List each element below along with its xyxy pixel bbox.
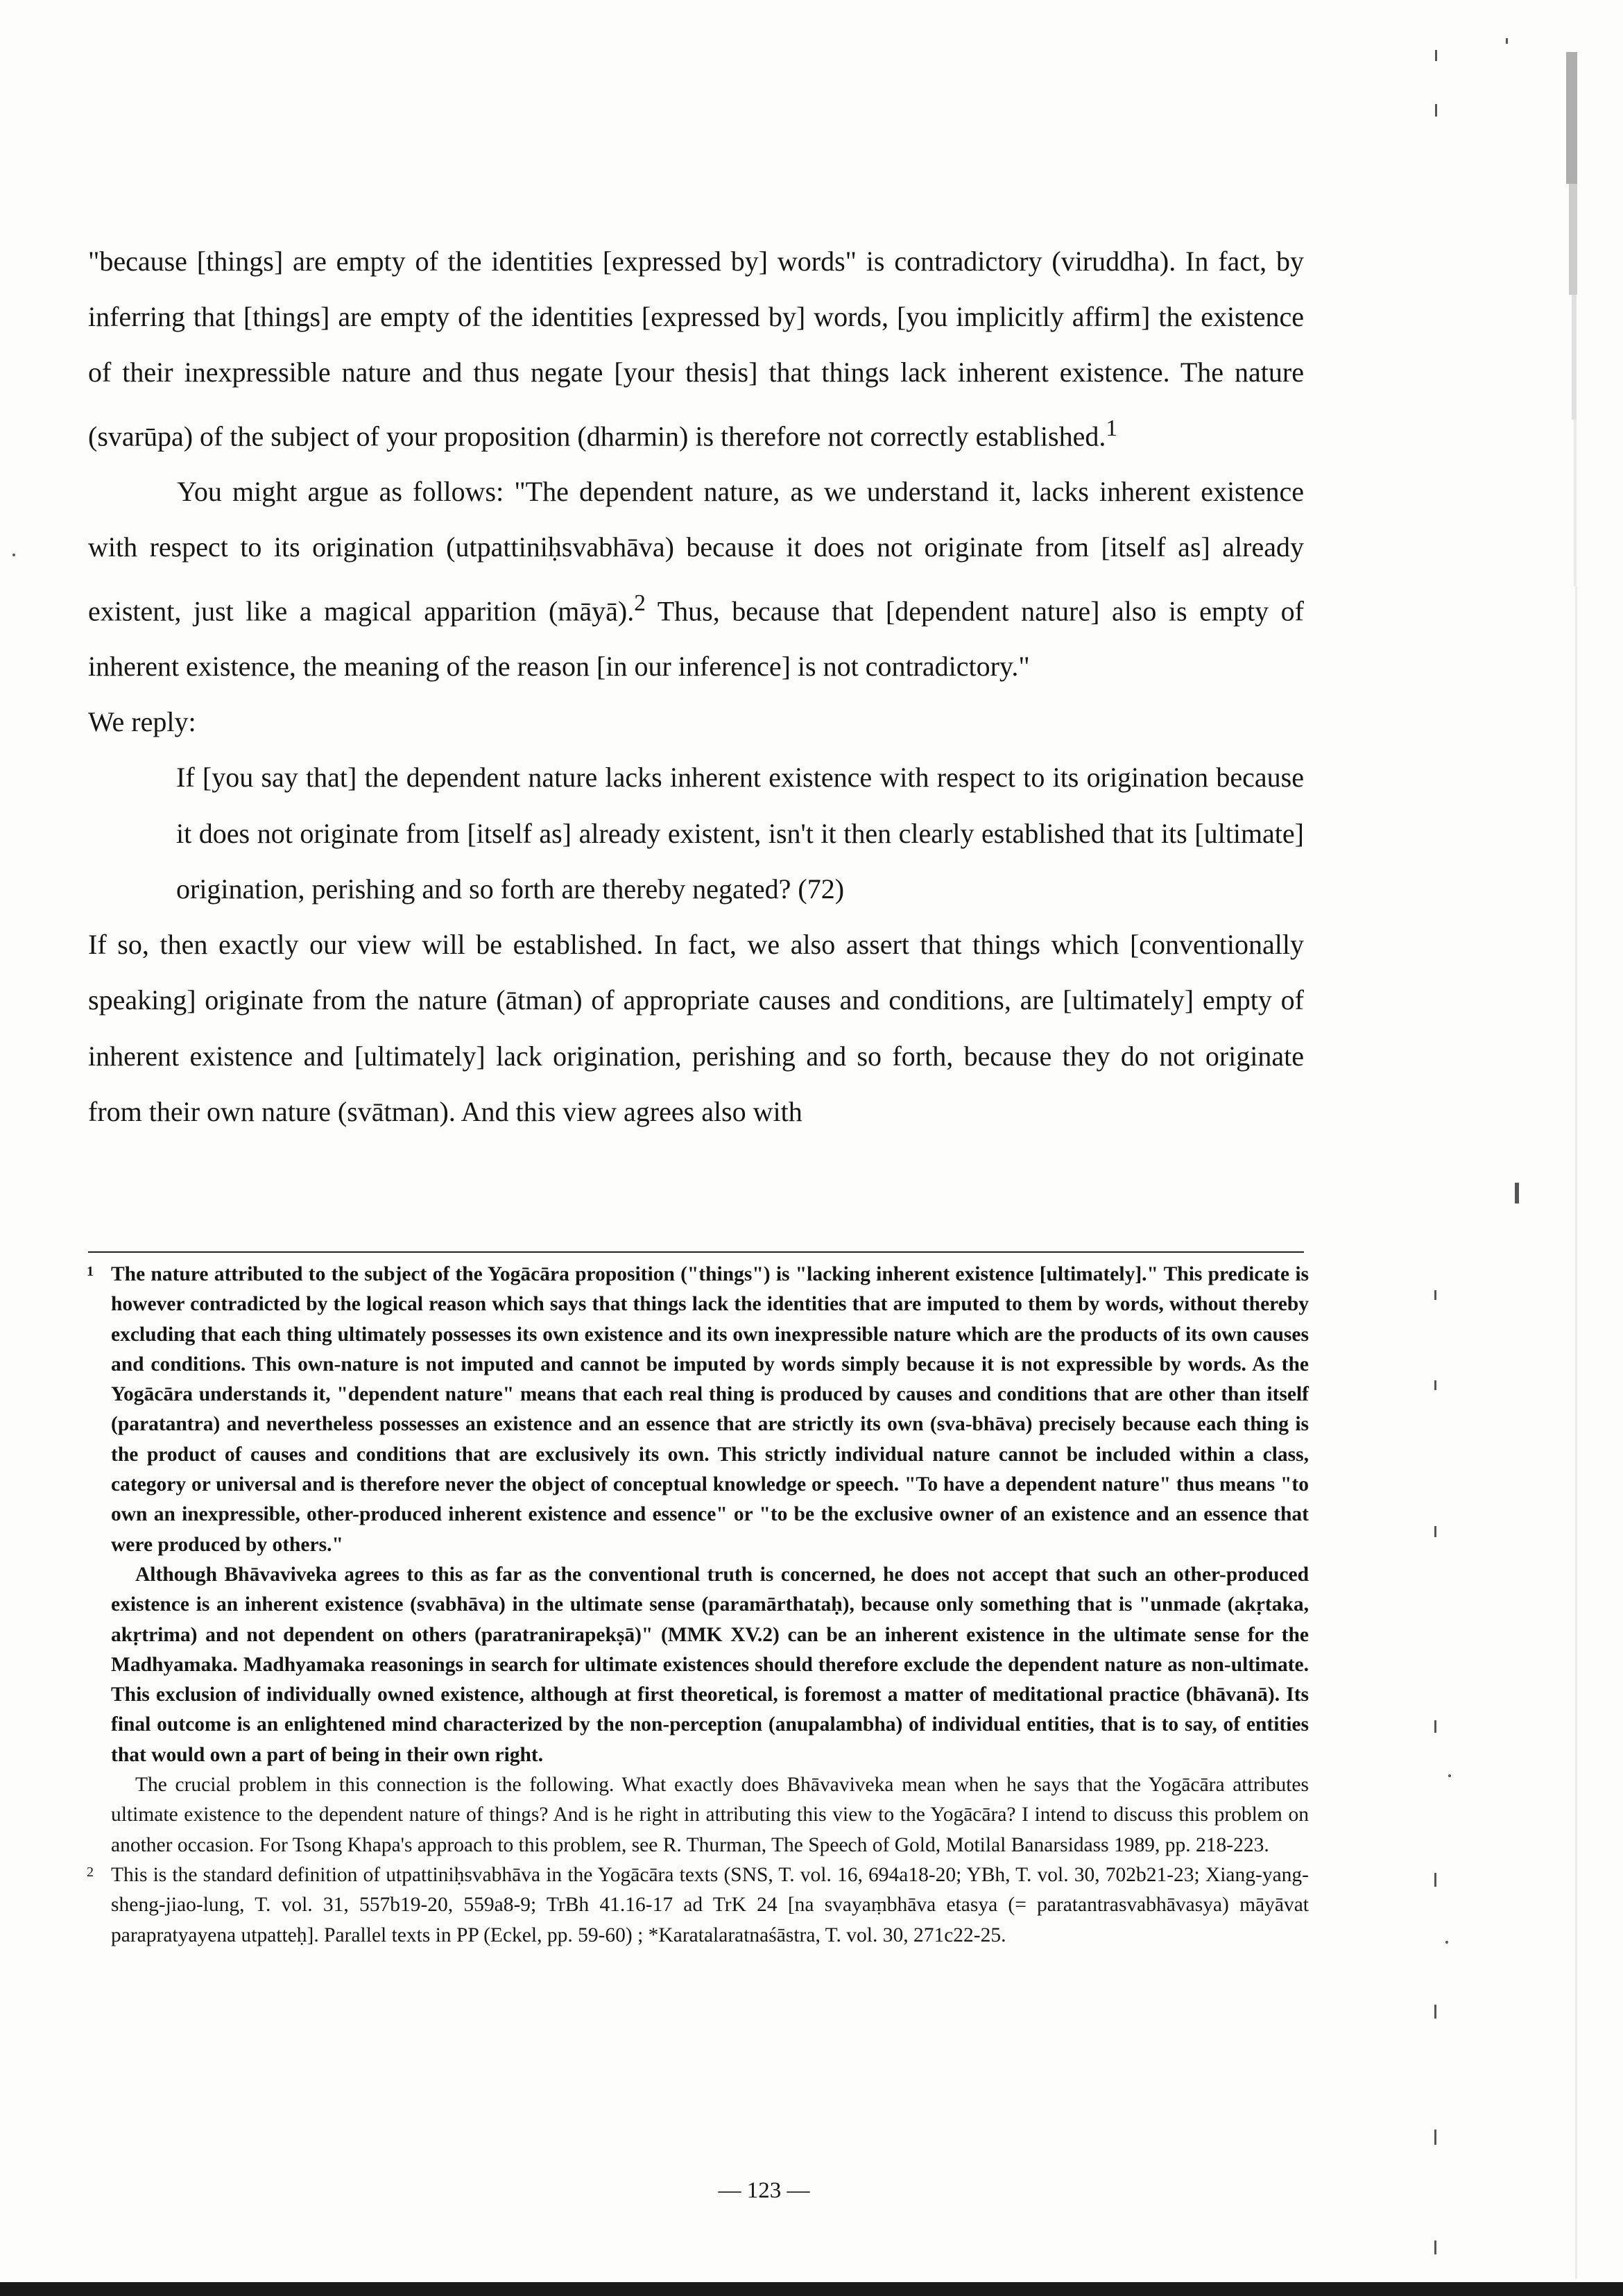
paragraph-2-text-b: Thus, because that [dependent nature] also is empty of inherent existence, the meaning of the reason [in our inference] is not contradictory." — [88, 594, 1304, 683]
paragraph-1 — [88, 234, 1304, 464]
footnote-1-mark: 1 — [87, 1264, 94, 1279]
footnote-1-continued: Although Bhāvaviveka agrees to this as far as the conventional truth is concerned, he does not accept that such an other-produced existence is an inherent existence (svabhāva) in the ultimate sense (paramārthataḥ), because only something that is "unmade (akṛtaka, akṛtrima) and not dependent on others (paratranirapekṣā)" (MMK XV.2) can be an inherent existence in the ultimate sense for the Madhyamaka. Madhyamaka reasonings in search for ultimate existences should therefore exclude the dependent nature as non-ultimate. This exclusion of individually owned existence, although at first theoretical, is foremost a matter of meditational practice (bhāvanā). Its final outcome is an enlightened mind characterized by the non-perception (anupalambha) of individual entities, that is to say, of entities that would own a part of being in their own right. — [111, 1563, 1309, 1766]
footnote-ref-1[interactable]: 1 — [1106, 415, 1117, 441]
footnote-ref-2[interactable]: 2 — [634, 590, 646, 616]
right-edge-shadow — [1566, 52, 1577, 2279]
bottom-scan-edge — [0, 2282, 1623, 2296]
footnote-2-text: This is the standard definition of utpattiniḥsvabhāva in the Yogācāra texts (SNS, T. vol. 16, 694a18-20; YBh, T. vol. 30, 702b21-23; Xiang-yang-sheng-jiao-lung, T. vol. 31, 557b19-20, 559a8-9; TrBh 41.16-17 ad TrK 24 [na svayaṃbhāva etasya (= paratantrasvabhāvasya) māyāvat parapratyayena utpatteḥ]. Parallel texts in PP (Eckel, pp. 59-60) ; *Karatalaratnaśāstra, T. vol. 30, 271c22-25. — [111, 1863, 1309, 1946]
footnote-1 — [87, 1260, 1309, 1560]
footnote-2-mark: 2 — [87, 1864, 94, 1880]
page-number: — 123 — — [718, 2178, 810, 2203]
paragraph-2 — [88, 464, 1304, 694]
paragraph-3: We reply: — [88, 706, 196, 738]
footnote-1-continued-2: The crucial problem in this connection is the following. What exactly does Bhāvaviveka mean when he says that the Yogācāra attributes ultimate existence to the dependent nature of things? And is he right in attributing this view to the Yogācāra? I intend to discuss this problem on another occasion. For Tsong Khapa's approach to this problem, see R. Thurman, The Speech of Gold, Motilal Banarsidass 1989, pp. 218-223. — [111, 1774, 1309, 1856]
footnote-1-text-a: The nature attributed to the subject of the Yogācāra proposition ("things") is "lacking inherent existence [ultimately]." This predicate is however contradicted by the logical reason which says that things lack the identities that are imputed to them by words, without thereby excluding that each thing ultimately possesses its own existence and its own inexpressible nature which are the products of its own causes and conditions. This own-nature is not imputed and cannot be imputed by words simply because it is not expressible by words. As the Yogācāra understands it, "dependent nature" means that each real thing is produced by causes and conditions that are other than itself (paratantra) and nevertheless possesses an existence and an essence that are strictly its own (sva-bhāva) precisely because each thing is the product of causes and conditions that are exclusively its own. This strictly individual nature cannot be included within a class, category or universal and is therefore never the object of conceptual knowledge or speech. "To have a dependent nature" thus means "to own an inexpressible, other-produced inherent existence and essence" or "to be the exclusive owner of an existence and an essence that were produced by others." — [111, 1263, 1309, 1556]
footnotes — [87, 1260, 1309, 1951]
footnote-2 — [87, 1860, 1309, 1951]
paragraph-4: If so, then exactly our view will be established. In fact, we also assert that things which [conventionally speaking] originate from the nature (ātman) of appropriate causes and conditions, are [ultimately] empty of inherent existence and [ultimately] lack origination, perishing and so forth, because they do not originate from their own nature (svātman). And this view agrees also with — [88, 929, 1304, 1127]
paragraph-1-text: "because [things] are empty of the identities [expressed by] words" is contradictory (viruddha). In fact, by inferring that [things] are empty of the identities [expressed by] words, [you implicitly affirm] the existence of their inexpressible nature and thus negate [your thesis] that things lack inherent existence. The nature (svarūpa) of the subject of your proposition (dharmin) is therefore not correctly established. — [88, 246, 1304, 452]
main-text — [88, 234, 1304, 1140]
verse-72: If [you say that] the dependent nature lacks inherent existence with respect to its origination because it does not originate from [itself as] already existent, isn't it then clearly established that its [ultimate] origination, perishing and so forth are thereby negated? (72) — [176, 762, 1304, 905]
paragraph-2-text-a: You might argue as follows: "The dependent nature, as we understand it, lacks inherent existence with respect to its origination (utpattiniḥsvabhāva) because it does not originate from [itself as] already existent, just like a magical apparition (māyā). — [88, 476, 1304, 626]
